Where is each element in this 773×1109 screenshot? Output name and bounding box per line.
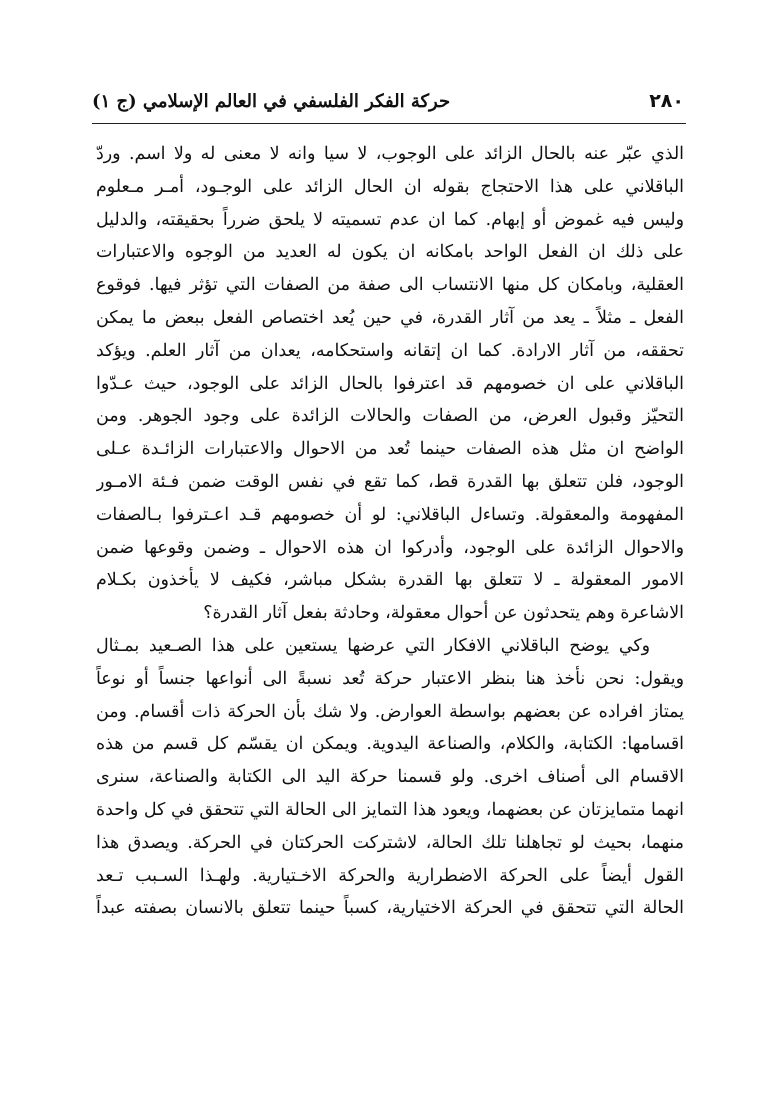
text-line: اقسامها: الكتابة، والكلام، والصناعة اليدوية. ويمكن ان يقسّم كل قسم من هذه — [96, 734, 684, 755]
text-line: الوجود، فلن تتعلق بها القدرة قط، كما تقع في نفس الوقت ضمن فـئة الامـور — [96, 471, 684, 492]
text-line: المفهومة والمعقولة. وتساءل الباقلاني: لو أن خصومهم قـد اعـترفوا بـالصفات — [96, 504, 684, 525]
text-line: انهما متمايزتان عن بعضهما، ويعود هذا التمايز الى الحالة التي تتحقق في كل واحدة — [96, 799, 684, 820]
body-text — [96, 138, 684, 925]
running-title: حركة الفكر الفلسفي في العالم الإسلامي (ج ١) — [92, 90, 451, 112]
paragraph-1 — [96, 138, 684, 630]
page-number: ٢٨٠ — [649, 90, 684, 112]
text-line: الباقلاني على هذا الاحتجاج بقوله ان الحال الزائد على الوجـود، أمـر مـعلوم — [96, 176, 684, 197]
header-rule — [92, 123, 686, 124]
text-line: الواضح ان مثل هذه الصفات حينما تُعد من الاحوال والاعتبارات الزائـدة عـلى — [96, 439, 684, 460]
text-line: وليس فيه غموض أو إبهام. كما ان عدم تسميته لا يلحق ضرراً بحقيقته، والدليل — [96, 209, 684, 230]
text-line: والاحوال الزائدة على الوجود، وأدركوا ان هذه الاحوال ـ وضمن وقوعها ضمن — [96, 537, 684, 558]
text-line: الفعل ـ مثلاً ـ يعد من آثار القدرة، في حين يُعد اختصاص الفعل ببعض ما يمكن — [96, 307, 684, 328]
text-line: ويقول: نحن نأخذ هنا بنظر الاعتبار حركة تُعد نسبةً الى أنواعها جنساً أو نوعاً — [96, 668, 684, 689]
page-header — [92, 84, 684, 118]
text-line: الباقلاني على ان خصومهم قد اعترفوا بالحال الزائد على الوجود، حيث عـدّوا — [96, 373, 684, 394]
text-line: منهما، بحيث لو تجاهلنا تلك الحالة، لاشتركت الحركتان في الحركة. ويصدق هذا — [96, 832, 684, 853]
text-line: تحققه، من آثار الارادة. كما ان إتقانه واستحكامه، يعدان من آثار العلم. ويؤكد — [96, 340, 684, 361]
text-line: الذي عبّر عنه بالحال الزائد على الوجوب، لا سيا وانه لا معنى له ولا اسم. وردّ — [96, 144, 684, 164]
text-line: على ذلك ان الفعل الواحد بامكانه ان يكون له العديد من الوجوه والاعتبارات — [96, 242, 684, 263]
text-line: الاشاعرة وهم يتحدثون عن أحوال معقولة، وحادثة بفعل آثار القدرة؟ — [203, 603, 684, 624]
text-line: وكي يوضح الباقلاني الافكار التي عرضها يستعين على هذا الصـعيد بمـثال — [96, 635, 650, 656]
text-line: الامور المعقولة ـ لا تتعلق بها القدرة بشكل مباشر، فكيف لا يأخذون بكـلام — [96, 570, 684, 591]
text-line: الحالة التي تتحقق في الحركة الاختيارية، كسباً حينما تتعلق بالانسان بصفته عبداً — [96, 898, 684, 919]
text-line: الاقسام الى أصناف اخرى. ولو قسمنا حركة اليد الى الكتابة والصناعة، سنرى — [96, 767, 684, 788]
text-line: العقلية، وبامكان كل منها الانتساب الى صفة من الصفات التي تؤثر فيها. فوقوع — [96, 275, 684, 296]
text-line: يمتاز افراده عن بعضهم بواسطة العوارض. ولا شك بأن الحركة ذات أقسام. ومن — [96, 701, 684, 722]
text-line: التحيّز وقبول العرض، من الصفات والحالات الزائدة على وجود الجوهر. ومن — [96, 406, 684, 427]
text-line: القول أيضاً على الحركة الاضطرارية والحركة الاخـتيارية. ولهـذا السـبب تـعد — [96, 865, 684, 886]
paragraph-2 — [96, 630, 684, 925]
